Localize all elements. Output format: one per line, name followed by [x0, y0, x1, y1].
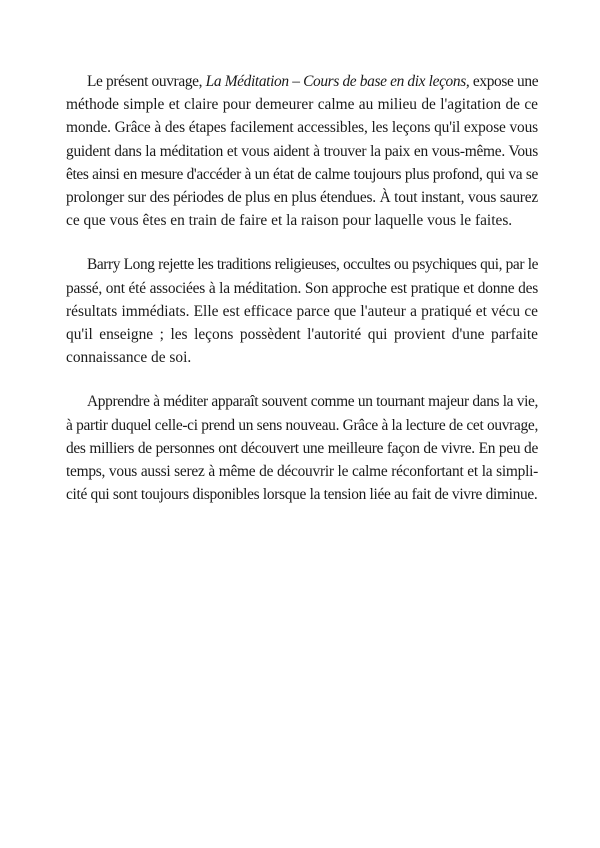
text-run: , expose une	[465, 73, 539, 90]
text-line	[66, 253, 538, 276]
text-line	[66, 414, 538, 437]
text-line	[66, 460, 538, 483]
text-line	[66, 346, 538, 369]
text-run: à partir duquel celle-ci prend un sens nouveau. Grâce à la lecture de cet ouvrage,	[66, 416, 538, 434]
book-title: La Méditation – Cours de base en dix leçons	[205, 73, 466, 90]
text-run: résultats immédiats. Elle est efficace parce que l'auteur a pratiqué et vécu ce	[66, 302, 538, 320]
text-line	[66, 140, 538, 163]
text-run: connaissance de soi.	[66, 349, 192, 367]
body-text	[66, 70, 538, 506]
text-run: guident dans la méditation et vous aident à trouver la paix en vous-même. Vous	[66, 142, 538, 160]
text-run: Le présent ouvrage,	[87, 73, 206, 90]
paragraph-1	[66, 70, 538, 232]
text-run: Barry Long rejette les traditions religieuses, occultes ou psychiques qui, par le	[87, 256, 538, 274]
paragraph-2	[66, 253, 538, 369]
text-run: des milliers de personnes ont découvert une meilleure façon de vivre. En peu de	[66, 439, 538, 457]
text-run: méthode simple et claire pour demeurer calme au milieu de l'agitation de ce	[66, 96, 538, 114]
text-line	[66, 186, 538, 209]
text-run: monde. Grâce à des étapes facilement accessibles, les leçons qu'il expose vous	[66, 119, 538, 137]
text-line	[66, 300, 538, 323]
text-run: passé, ont été associées à la méditation. Son approche est pratique et donne des	[66, 279, 538, 297]
text-line	[66, 390, 538, 413]
text-line	[66, 70, 538, 93]
text-line	[66, 277, 538, 300]
text-line	[66, 437, 538, 460]
text-line	[66, 209, 538, 232]
paragraph-3	[66, 390, 538, 506]
text-run: prolonger sur des périodes de plus en plus étendues. À tout instant, vous saurez	[66, 189, 538, 207]
text-line	[66, 323, 538, 346]
text-run: cité qui sont toujours disponibles lorsque la tension liée au fait de vivre diminue.	[66, 486, 538, 504]
text-line	[66, 116, 538, 139]
text-run: êtes ainsi en mesure d'accéder à un état de calme toujours plus profond, qui va se	[66, 165, 538, 183]
text-run: ce que vous êtes en train de faire et la raison pour laquelle vous le faites.	[66, 212, 513, 230]
text-run: Apprendre à méditer apparaît souvent comme un tournant majeur dans la vie,	[87, 393, 538, 411]
text-line	[66, 483, 538, 506]
text-run: qu'il enseigne ; les leçons possèdent l'autorité qui provient d'une parfaite	[66, 326, 538, 344]
text-run: temps, vous aussi serez à même de découvrir le calme réconfortant et la simpli-	[66, 463, 538, 481]
text-line	[66, 93, 538, 116]
text-line	[66, 163, 538, 186]
